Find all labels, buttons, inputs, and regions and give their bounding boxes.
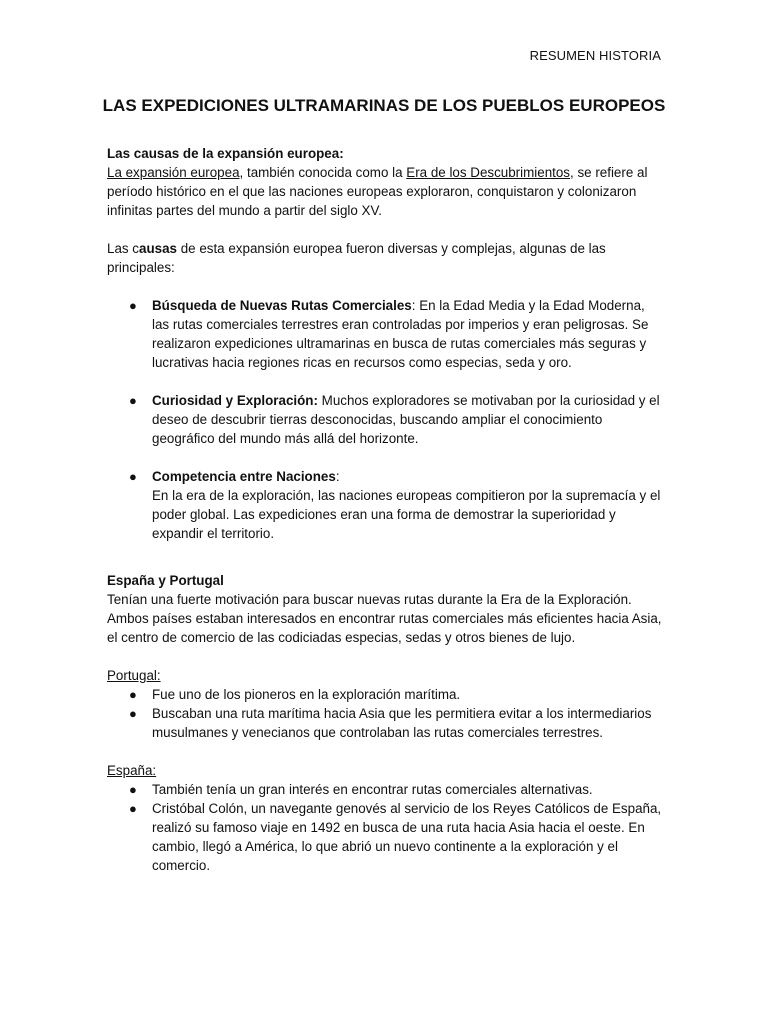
document-title: LAS EXPEDICIONES ULTRAMARINAS DE LOS PUEBLOS EUROPEOS [102, 96, 666, 115]
bullet-icon: ● [129, 706, 137, 721]
section-heading-causes: Las causas de la expansión europea: [107, 146, 344, 161]
list-item: ● Competencia entre Naciones: En la era de la exploración, las naciones europeas compitieron por la supremacía y el poder global. Las expediciones eran una forma de demostrar la superioridad y expandir el territorio. [129, 469, 661, 541]
list-item: ● También tenía un gran interés en encontrar rutas comerciales alternativas. [129, 782, 593, 797]
link-expansion-europea[interactable]: La expansión europea [107, 165, 240, 180]
header-label: RESUMEN HISTORIA [529, 48, 661, 63]
subheading-portugal: Portugal: [107, 668, 161, 683]
bullet-icon: ● [129, 393, 137, 408]
spain-portugal-paragraph: Tenían una fuerte motivación para buscar nuevas rutas durante la Era de la Exploración. Ambos países estaban interesados en encontrar rutas comerciales más eficientes hacia Asia, el centro de comercio de las codiciadas especias, sedas y otros bienes de lujo. [107, 592, 662, 645]
causes-lead-paragraph: Las causas de esta expansión europea fueron diversas y complejas, algunas de las principales: [107, 241, 606, 275]
bullet-icon: ● [129, 298, 137, 313]
causes-list [107, 391, 663, 448]
bullet-icon: ● [129, 469, 137, 484]
list-item: ● Cristóbal Colón, un navegante genovés al servicio de los Reyes Católicos de España, realizó su famoso viaje en 1492 en busca de una ruta hacia Asia hacia el oeste. En cambio, llegó a América, lo que abrió un nuevo continente a la exploración y el comercio. [129, 801, 662, 873]
bullet-icon: ● [129, 782, 137, 797]
list-item: ● Fue uno de los pioneros en la exploración marítima. [129, 687, 461, 702]
link-era-descubrimientos[interactable]: Era de los Descubrimientos [406, 165, 571, 180]
section-heading-spain-portugal: España y Portugal [107, 573, 224, 588]
document-body [107, 144, 663, 875]
subheading-espana: España: [107, 763, 157, 778]
list-item: ● Curiosidad y Exploración: Muchos exploradores se motivaban por la curiosidad y el deseo de descubrir tierras desconocidas, buscando ampliar el conocimiento geográfico del mundo más allá del horizonte. [129, 393, 660, 446]
list-item: ● Búsqueda de Nuevas Rutas Comerciales: En la Edad Media y la Edad Moderna, las rutas comerciales terrestres eran controladas por imperios y eran peligrosas. Se realizaron expediciones ultramarinas en busca de rutas comerciales más seguras y lucrativas hacia regiones ricas en recursos como especias, seda y oro. [129, 298, 649, 370]
causes-list [107, 467, 663, 543]
causes-intro-paragraph: La expansión europea, también conocida como la Era de los Descubrimientos, se refiere al período histórico en el que las naciones europeas exploraron, conquistaron y colonizaron infinitas partes del mundo a partir del siglo XV. [107, 165, 648, 218]
portugal-list [107, 685, 663, 742]
list-item: ● Buscaban una ruta marítima hacia Asia que les permitiera evitar a los intermediarios musulmanes y venecianos que controlaban las rutas comerciales terrestres. [129, 706, 652, 740]
causes-list [107, 296, 663, 372]
espana-list [107, 780, 663, 875]
bullet-icon: ● [129, 801, 137, 816]
bullet-icon: ● [129, 687, 137, 702]
